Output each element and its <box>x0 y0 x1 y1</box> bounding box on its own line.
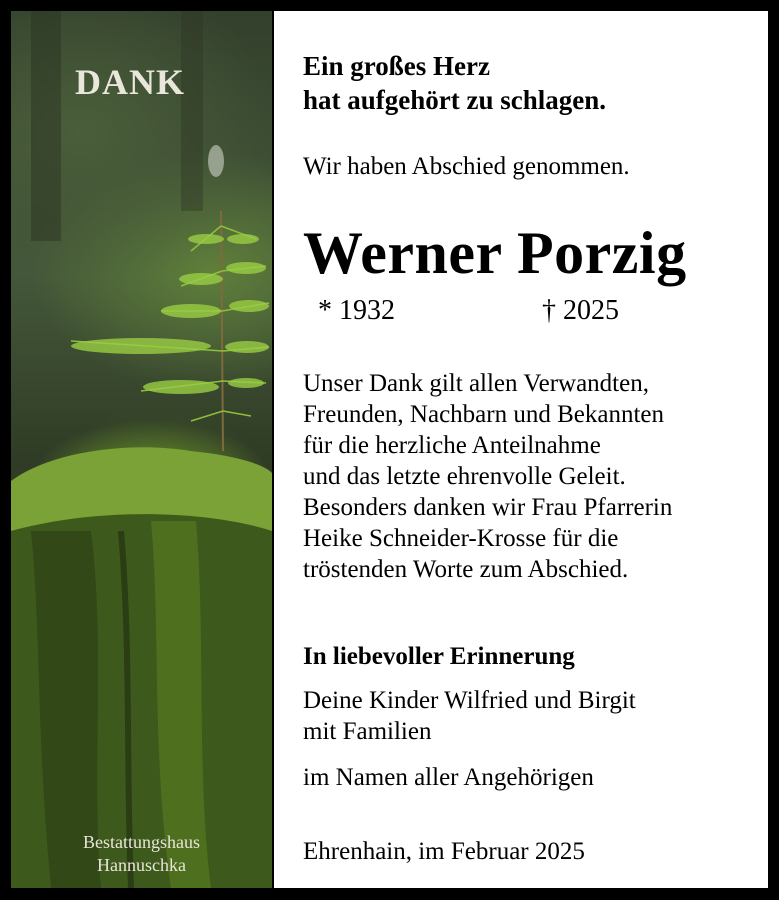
deceased-name: Werner Porzig <box>303 220 687 286</box>
funeral-home-line1: Bestattungshaus <box>83 832 200 852</box>
family-signature <box>303 685 636 747</box>
thanks-line: tröstenden Worte zum Abschied. <box>303 556 629 583</box>
funeral-home-credit <box>11 831 272 877</box>
headline-line1: Ein großes Herz <box>303 51 490 81</box>
thanks-text <box>303 368 672 585</box>
thanks-heading: DANK <box>75 62 185 102</box>
seedling-on-stump-illustration <box>11 11 272 888</box>
farewell-line: Wir haben Abschied genommen. <box>303 153 630 180</box>
place-date: Ehrenhain, im Februar 2025 <box>303 838 585 865</box>
funeral-home-line2: Hannuschka <box>97 855 186 875</box>
thanks-line: Besonders danken wir Frau Pfarrerin <box>303 494 673 521</box>
relatives-line: im Namen aller Angehörigen <box>303 764 594 791</box>
birth-year: * 1932 <box>318 295 395 326</box>
family-line2: mit Familien <box>303 718 432 745</box>
thanks-line: Heike Schneider-Krosse für die <box>303 525 619 552</box>
thanks-line: und das letzte ehrenvolle Geleit. <box>303 463 626 490</box>
headline <box>303 49 606 117</box>
forest-photo <box>11 11 272 888</box>
thanks-line: für die herzliche Anteilnahme <box>303 432 601 459</box>
text-panel <box>274 11 768 888</box>
thanks-line: Freunden, Nachbarn und Bekannten <box>303 401 664 428</box>
headline-line2: hat aufgehört zu schlagen. <box>303 85 606 115</box>
death-year: † 2025 <box>542 295 619 326</box>
family-line1: Deine Kinder Wilfried und Birgit <box>303 687 636 714</box>
thanks-line: Unser Dank gilt allen Verwandten, <box>303 370 649 397</box>
remembrance-heading: In liebevoller Erinnerung <box>303 643 575 670</box>
